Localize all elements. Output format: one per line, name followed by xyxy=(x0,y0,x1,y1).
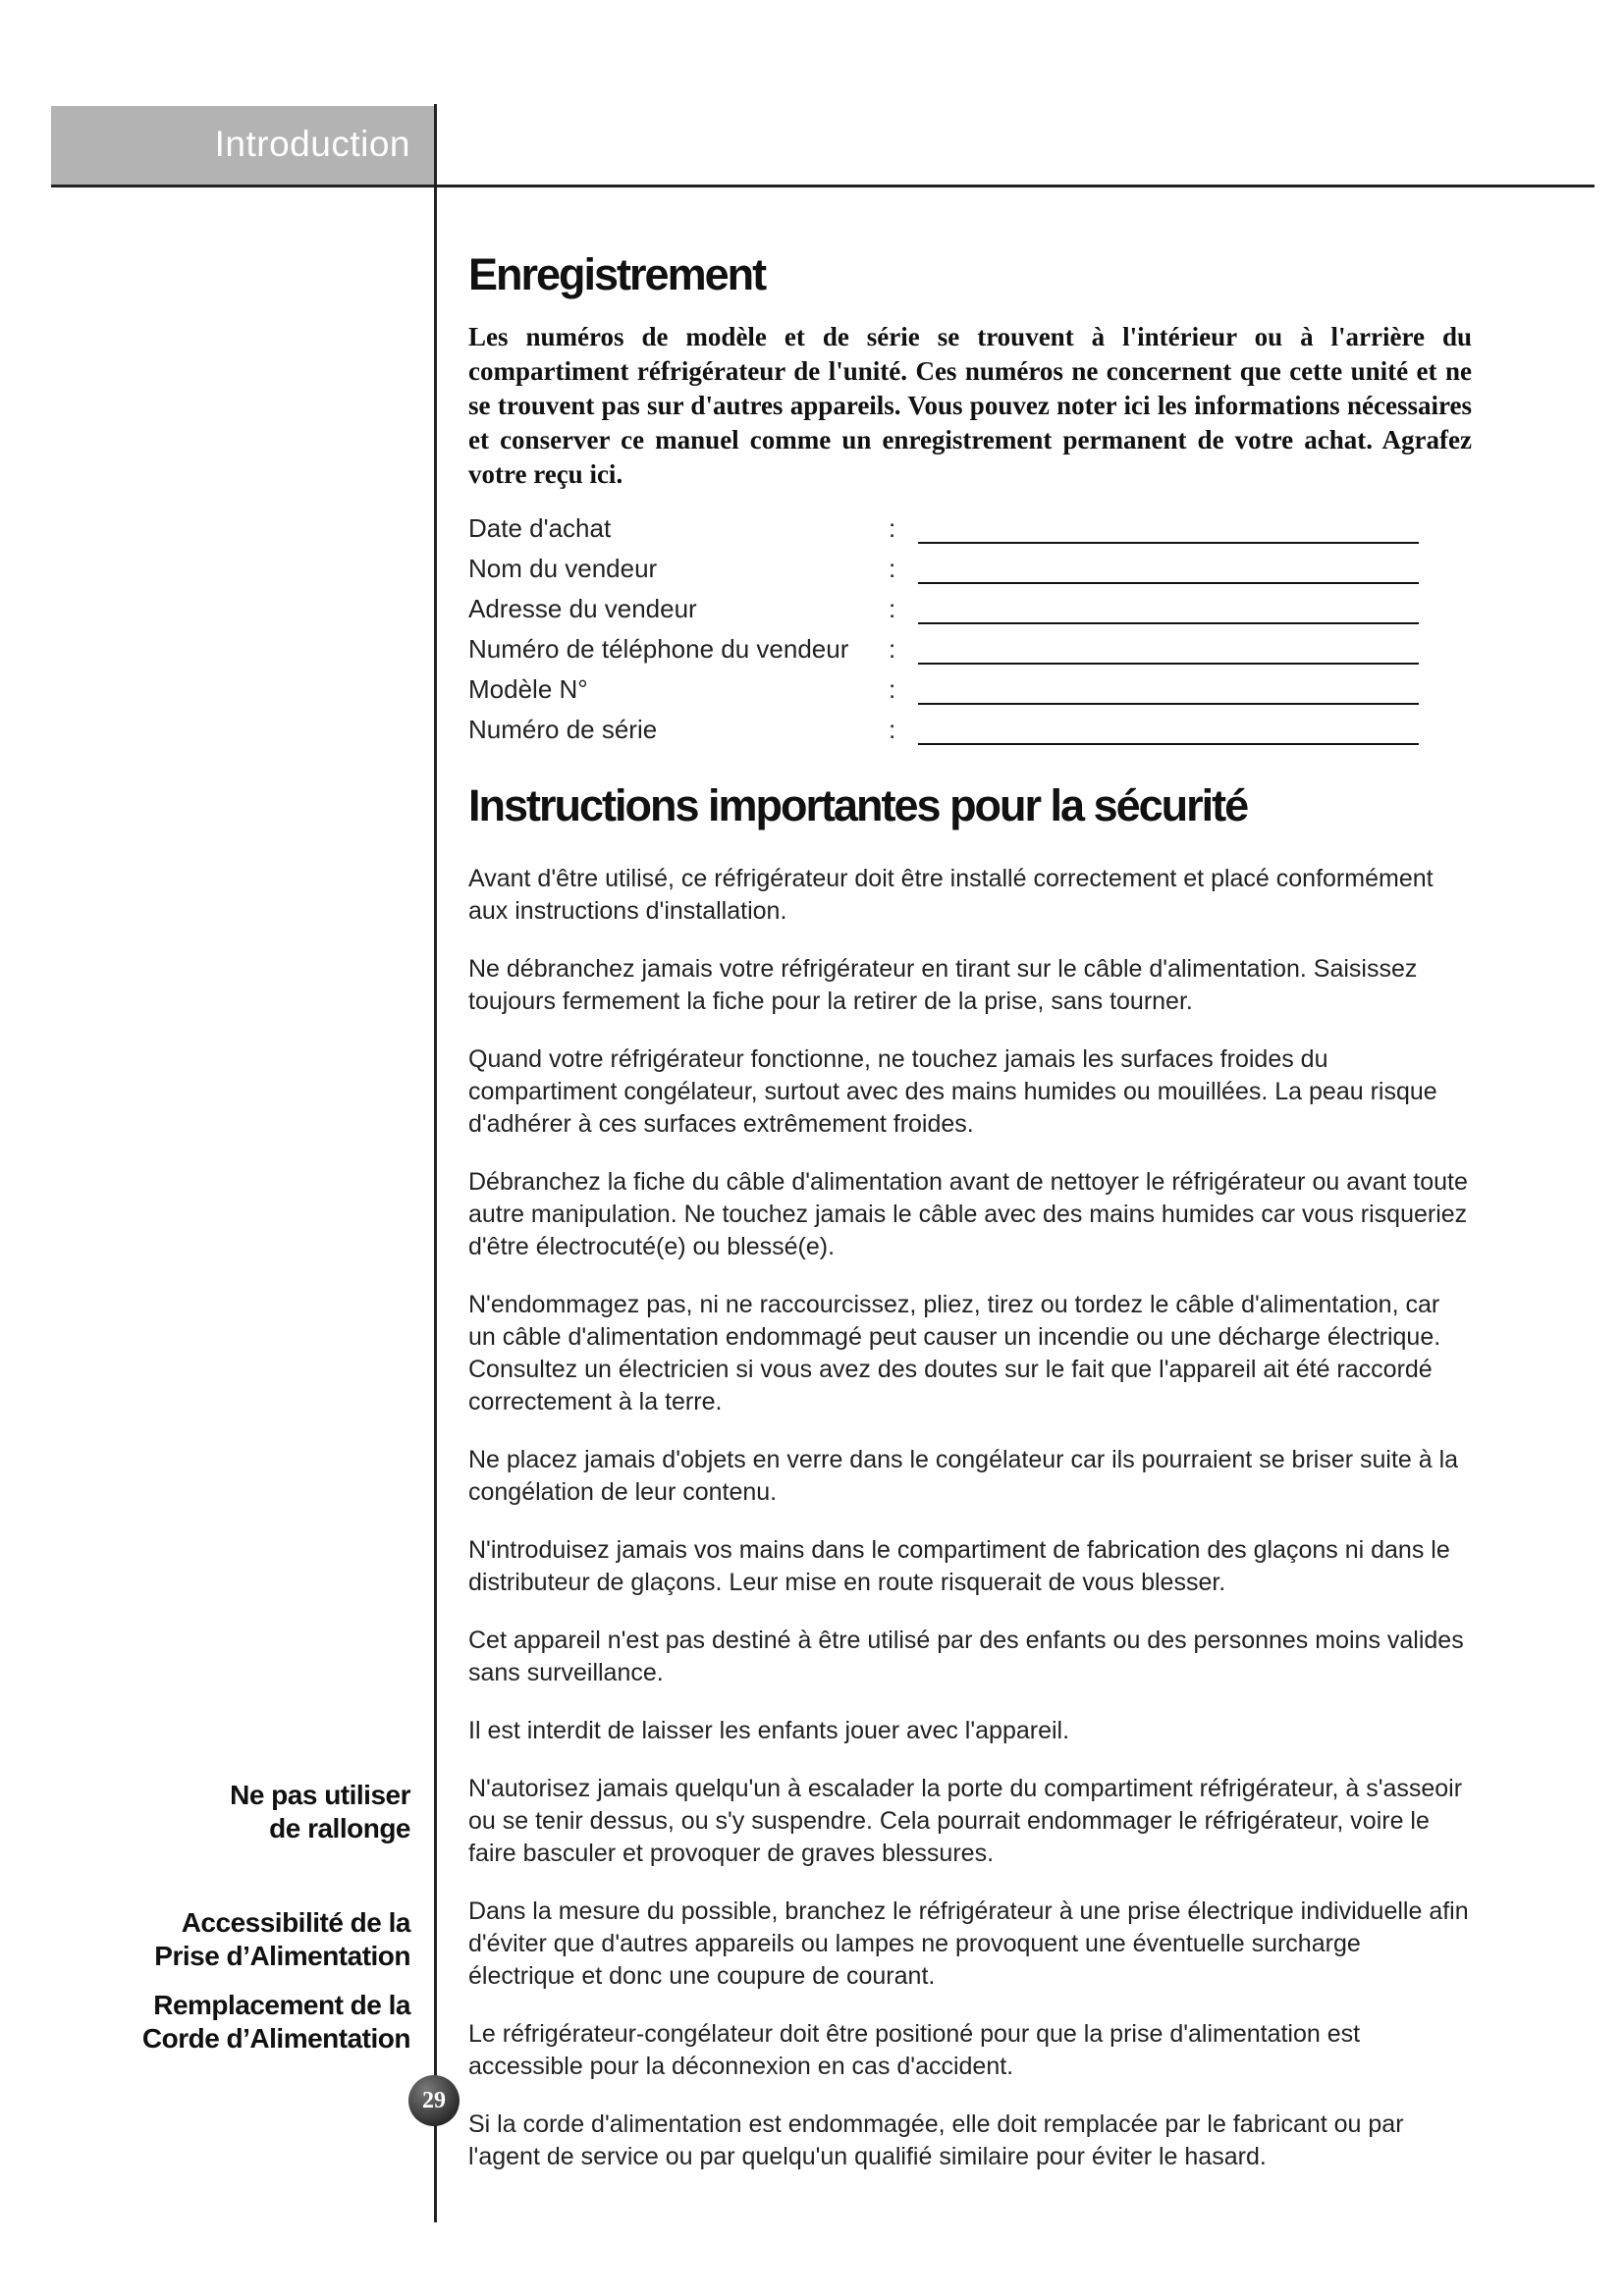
sidebar-note-replacement xyxy=(142,1989,410,2056)
form-label: Modèle N° xyxy=(468,674,588,704)
registration-title: Enregistrement xyxy=(468,249,766,299)
form-label: Nom du vendeur xyxy=(468,554,658,583)
page-number-badge: 29 xyxy=(408,2075,460,2126)
form-row-purchase-date xyxy=(468,504,1472,544)
safety-paragraph: N'introduisez jamais vos mains dans le compartiment de fabrication des glaçons ni dans le distributeur de glaçons. Leur mise en route risquerait de vous blesser. xyxy=(468,1536,1450,1596)
form-label: Numéro de téléphone du vendeur xyxy=(468,634,849,664)
form-row-seller-address xyxy=(468,584,1472,624)
registration-intro: Les numéros de modèle et de série se trouvent à l'intérieur ou à l'arrière du compartiment réfrigérateur de l'unité. Ces numéros ne concernent que cette unité et ne se trouvent pas sur d'autres appareils. Vous pouvez noter ici les informations nécessaires et conserver ce manuel comme un enregistrement permanent de votre achat. Agrafez votre reçu ici. xyxy=(468,322,1472,489)
registration-form xyxy=(468,504,1472,745)
sidebar-note-line: Prise d’Alimentation xyxy=(154,1941,410,1971)
safety-paragraph: N'autorisez jamais quelqu'un à escalader la porte du compartiment réfrigérateur, à s'asseoir ou se tenir dessus, ou s'y suspendre. Cela pourrait endommager le réfrigérateur, voire le faire basculer et provoquer de graves blessures. xyxy=(468,1775,1463,1867)
safety-paragraph: Quand votre réfrigérateur fonctionne, ne touchez jamais les surfaces froides du compartiment congélateur, surtout avec des mains humides ou mouillées. La peau risque d'adhérer à ces surfaces extrêmement froides. xyxy=(468,1045,1437,1138)
safety-paragraph: Il est interdit de laisser les enfants jouer avec l'appareil. xyxy=(468,1717,1070,1744)
form-label: Adresse du vendeur xyxy=(468,594,697,623)
form-row-seller-name xyxy=(468,544,1472,584)
sidebar-note-accessibility xyxy=(154,1906,410,1973)
sidebar-note-line: Corde d’Alimentation xyxy=(141,2023,410,2054)
form-colon: : xyxy=(889,513,896,543)
form-colon: : xyxy=(889,715,896,744)
form-colon: : xyxy=(889,634,896,664)
safety-paragraph-accessibility: Le réfrigérateur-congélateur doit être positioné pour que la prise d'alimentation est accessible pour la déconnexion en cas d'accident. xyxy=(468,2020,1361,2080)
section-tab-label: Introduction xyxy=(214,124,410,164)
form-colon: : xyxy=(889,594,896,623)
model-number-line[interactable] xyxy=(918,673,1419,705)
seller-phone-line[interactable] xyxy=(918,633,1419,665)
form-label: Date d'achat xyxy=(468,513,612,543)
safety-paragraph: Ne débranchez jamais votre réfrigérateur en tirant sur le câble d'alimentation. Saisissez toujours fermement la fiche pour la retirer de la prise, sans tourner. xyxy=(468,955,1418,1015)
form-label: Numéro de série xyxy=(468,715,658,744)
form-colon: : xyxy=(889,674,896,704)
safety-paragraph: N'endommagez pas, ni ne raccourcissez, pliez, tirez ou tordez le câble d'alimentation, car un câble d'alimentation endommagé peut causer un incendie ou une décharge électrique. Consultez un électricien si vous avez des doutes sur le fait que l'appareil ait été raccordé correctement à la terre. xyxy=(468,1291,1441,1415)
form-row-model-number xyxy=(468,665,1472,705)
sidebar-note-line: Remplacement de la xyxy=(153,1990,410,2020)
safety-title: Instructions importantes pour la sécurité xyxy=(468,780,1248,830)
safety-paragraph: Débranchez la fiche du câble d'alimentation avant de nettoyer le réfrigérateur ou avant toute autre manipulation. Ne touchez jamais le câble avec des mains humides car vous risqueriez d'être électrocuté(e) ou blessé(e). xyxy=(468,1168,1468,1260)
section-tab xyxy=(51,106,434,187)
sidebar-note-line: Ne pas utiliser xyxy=(230,1780,410,1810)
purchase-date-line[interactable] xyxy=(918,512,1419,544)
form-row-seller-phone xyxy=(468,624,1472,665)
main-content xyxy=(468,249,1472,2173)
safety-paragraph: Cet appareil n'est pas destiné à être utilisé par des enfants ou des personnes moins valides sans surveillance. xyxy=(468,1627,1464,1686)
seller-name-line[interactable] xyxy=(918,553,1419,584)
safety-paragraph: Avant d'être utilisé, ce réfrigérateur doit être installé correctement et placé conformément aux instructions d'installation. xyxy=(468,865,1434,925)
sidebar-note-line: Accessibilité de la xyxy=(181,1907,410,1938)
seller-address-line[interactable] xyxy=(918,593,1419,624)
safety-paragraph-extension: Dans la mesure du possible, branchez le réfrigérateur à une prise électrique individuelle afin d'éviter que d'autres appareils ou lampes ne provoquent une éventuelle surcharge électrique et donc une coupure de courant. xyxy=(468,1897,1469,1990)
sidebar-note-line: de rallonge xyxy=(269,1813,410,1843)
serial-number-line[interactable] xyxy=(918,714,1419,745)
header-divider xyxy=(51,185,1595,187)
sidebar-note-extension xyxy=(230,1779,410,1845)
safety-paragraph: Ne placez jamais d'objets en verre dans le congélateur car ils pourraient se briser suite à la congélation de leur contenu. xyxy=(468,1446,1459,1506)
margin-divider xyxy=(434,104,437,2222)
safety-paragraph-replacement: Si la corde d'alimentation est endommagée, elle doit remplacée par le fabricant ou par l'agent de service ou par quelqu'un qualifié similaire pour éviter le hasard. xyxy=(468,2110,1404,2170)
form-row-serial-number xyxy=(468,705,1472,745)
form-colon: : xyxy=(889,554,896,583)
